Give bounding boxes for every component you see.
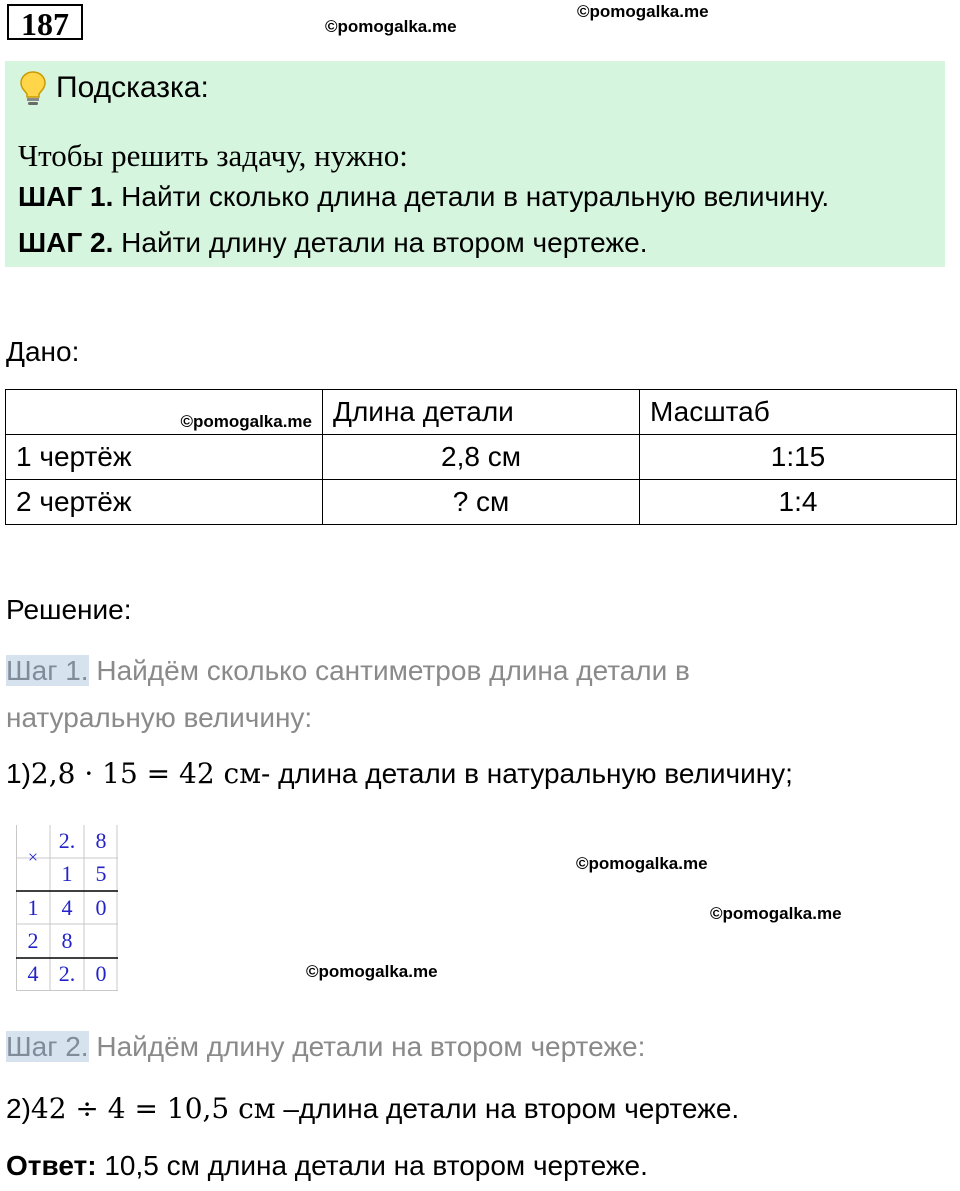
grid-digit: 1 [61, 861, 73, 886]
table-header-cell [6, 390, 323, 435]
table-cell: 2 чертёж [6, 480, 323, 525]
grid-digit: 2. [58, 828, 76, 853]
step-1-tag: Шаг 1. [6, 655, 89, 686]
grid-digit: 0 [95, 895, 107, 920]
table-row [6, 435, 957, 480]
table-cell: ? см [323, 480, 640, 525]
equation-2 [6, 1092, 739, 1125]
watermark: ©pomogalka.me [306, 962, 438, 981]
multiplication-grid [16, 825, 118, 991]
step-1-text: Найдём сколько сантиметров длина детали в [88, 655, 690, 686]
equation-2-prefix: 2) [6, 1093, 31, 1124]
equation-2-math: 42 ÷ 4 = 10,5 см [30, 1092, 276, 1125]
step-2-line [6, 1031, 645, 1063]
equation-1-math: 2,8 · 15 = 42 см [30, 757, 262, 790]
grid-digit: 8 [95, 828, 107, 853]
table-cell: 1:4 [640, 480, 957, 525]
equation-1 [6, 757, 793, 790]
grid-digit: 5 [95, 861, 107, 886]
equation-1-prefix: 1) [6, 758, 31, 789]
hint-step-1 [18, 181, 829, 213]
hint-step-2-tag: ШАГ 2. [18, 227, 114, 258]
equation-2-suffix: –длина детали на втором чертеже. [275, 1093, 740, 1124]
table-cell: 1 чертёж [6, 435, 323, 480]
table-cell: 2,8 см [323, 435, 640, 480]
answer-line [6, 1150, 648, 1182]
given-table [5, 389, 957, 525]
table-header-cell: Длина детали [323, 390, 640, 435]
watermark: ©pomogalka.me [710, 904, 842, 923]
multiply-sign: × [27, 847, 39, 867]
step-1-line [6, 655, 690, 687]
hint-step-2 [18, 227, 648, 259]
hint-intro: Чтобы решить задачу, нужно: [18, 138, 408, 173]
watermark: ©pomogalka.me [577, 2, 709, 21]
step-1-text-continued: натуральную величину: [6, 702, 313, 733]
grid-digit: 2 [27, 928, 39, 953]
watermark: ©pomogalka.me [325, 17, 457, 36]
given-title: Дано: [6, 336, 80, 367]
grid-digit: 8 [61, 928, 73, 953]
table-cell: 1:15 [640, 435, 957, 480]
hint-step-1-tag: ШАГ 1. [18, 181, 114, 212]
grid-digit: 4 [27, 961, 39, 986]
table-header-cell: Масштаб [640, 390, 957, 435]
answer-text: 10,5 см длина детали на втором чертеже. [96, 1150, 648, 1181]
grid-digit: 0 [95, 961, 107, 986]
step-2-tag: Шаг 2. [6, 1031, 89, 1062]
grid-digit: 2. [58, 961, 76, 986]
table-row [6, 480, 957, 525]
grid-digit: 1 [27, 895, 39, 920]
watermark: ©pomogalka.me [180, 412, 312, 431]
answer-label: Ответ: [6, 1150, 97, 1181]
hint-title-text: Подсказка: [56, 71, 209, 104]
hint-step-2-text: Найти длину детали на втором чертеже. [113, 227, 648, 258]
problem-number: 187 [7, 4, 83, 40]
hint-step-1-text: Найти сколько длина детали в натуральную величину. [113, 181, 830, 212]
lightbulb-icon [18, 70, 48, 106]
step-2-text: Найдём длину детали на втором чертеже: [88, 1031, 646, 1062]
table-row [6, 390, 957, 435]
hint-title [18, 70, 209, 106]
watermark: ©pomogalka.me [576, 854, 708, 873]
grid-digit: 4 [61, 895, 73, 920]
equation-1-suffix: - длина детали в натуральную величину; [261, 758, 793, 789]
solution-title: Решение: [6, 594, 132, 625]
